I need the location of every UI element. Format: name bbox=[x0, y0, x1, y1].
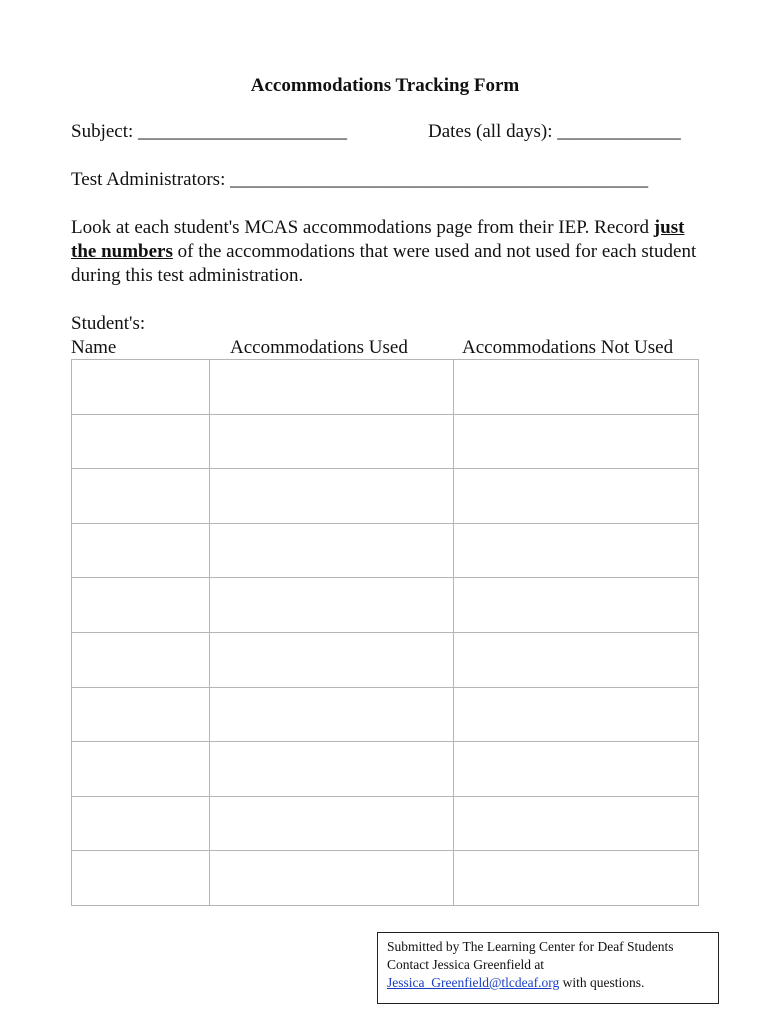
contact-email-suffix: with questions. bbox=[559, 975, 645, 990]
table-row bbox=[72, 742, 699, 797]
accommodations-not-used-cell[interactable] bbox=[453, 523, 698, 578]
table-row bbox=[72, 523, 699, 578]
accommodations-used-cell[interactable] bbox=[209, 414, 453, 469]
student-name-cell[interactable] bbox=[72, 360, 210, 415]
accommodations-used-cell[interactable] bbox=[209, 687, 453, 742]
table-row bbox=[72, 578, 699, 633]
accommodations-not-used-cell[interactable] bbox=[453, 360, 698, 415]
accommodations-used-cell[interactable] bbox=[209, 632, 453, 687]
student-name-cell[interactable] bbox=[72, 578, 210, 633]
form-title: Accommodations Tracking Form bbox=[250, 75, 520, 96]
accommodations-not-used-cell[interactable] bbox=[453, 687, 698, 742]
table-row bbox=[72, 414, 699, 469]
table-row bbox=[72, 360, 699, 415]
accommodations-not-used-cell[interactable] bbox=[453, 742, 698, 797]
accommodations-used-cell[interactable] bbox=[209, 360, 453, 415]
student-name-cell[interactable] bbox=[72, 687, 210, 742]
accommodations-used-cell[interactable] bbox=[209, 523, 453, 578]
contact-email-link[interactable]: Jessica_Greenfield@tlcdeaf.org bbox=[387, 975, 560, 990]
instructions-text-part1: Look at each student's MCAS accommodations page from their IEP. Record bbox=[71, 217, 654, 238]
accommodations-used-cell[interactable] bbox=[209, 469, 453, 524]
column-header-student-line2: Name bbox=[71, 337, 117, 358]
column-header-student-name bbox=[71, 312, 145, 360]
column-header-student-line1: Student's: bbox=[71, 313, 146, 334]
accommodations-used-cell[interactable] bbox=[209, 851, 453, 906]
instructions-text-part2: of the accommodations that were used and not used for each student during this test administration. bbox=[71, 241, 697, 286]
student-name-cell[interactable] bbox=[72, 414, 210, 469]
student-name-cell[interactable] bbox=[72, 796, 210, 851]
accommodations-not-used-cell[interactable] bbox=[453, 414, 698, 469]
student-name-cell[interactable] bbox=[72, 851, 210, 906]
student-name-cell[interactable] bbox=[72, 523, 210, 578]
contact-text: Contact Jessica Greenfield at bbox=[387, 957, 545, 972]
tracking-table-body bbox=[72, 360, 699, 906]
table-row bbox=[72, 851, 699, 906]
accommodations-used-cell[interactable] bbox=[209, 578, 453, 633]
test-administrators-field-line[interactable]: Test Administrators: ____________________________________________ bbox=[71, 169, 649, 190]
tracking-table bbox=[71, 359, 699, 906]
accommodations-used-cell[interactable] bbox=[209, 742, 453, 797]
instructions-paragraph bbox=[71, 216, 701, 288]
accommodations-not-used-cell[interactable] bbox=[453, 796, 698, 851]
student-name-cell[interactable] bbox=[72, 632, 210, 687]
accommodations-used-cell[interactable] bbox=[209, 796, 453, 851]
table-row bbox=[72, 796, 699, 851]
submitted-by-text: Submitted by The Learning Center for Deaf Students bbox=[387, 939, 674, 954]
dates-field-line[interactable]: Dates (all days): _____________ bbox=[428, 121, 681, 142]
accommodations-not-used-cell[interactable] bbox=[453, 851, 698, 906]
accommodations-not-used-cell[interactable] bbox=[453, 632, 698, 687]
subject-field-line[interactable]: Subject: ______________________ bbox=[71, 121, 348, 142]
table-row bbox=[72, 469, 699, 524]
student-name-cell[interactable] bbox=[72, 742, 210, 797]
contact-email-line bbox=[387, 974, 718, 992]
table-row bbox=[72, 687, 699, 742]
student-name-cell[interactable] bbox=[72, 469, 210, 524]
submission-info-box bbox=[377, 932, 719, 1004]
accommodations-not-used-cell[interactable] bbox=[453, 469, 698, 524]
instructions-emphasis: just the numbers bbox=[71, 217, 685, 262]
table-row bbox=[72, 632, 699, 687]
column-header-accommodations-not-used: Accommodations Not Used bbox=[462, 337, 674, 358]
column-header-accommodations-used: Accommodations Used bbox=[230, 337, 408, 358]
accommodations-not-used-cell[interactable] bbox=[453, 578, 698, 633]
